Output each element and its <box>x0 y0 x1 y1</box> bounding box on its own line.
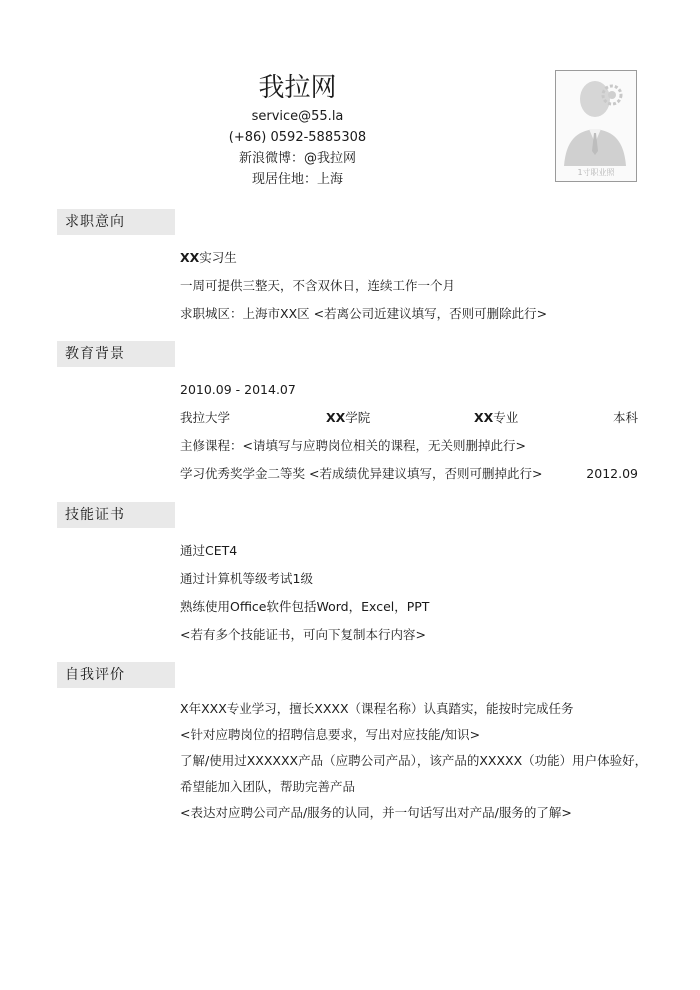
job-position <box>180 249 638 267</box>
section-education: 教育背景 <box>57 341 175 367</box>
degree: 本科 <box>612 410 638 425</box>
job-position-rest: 实习生 <box>199 250 237 265</box>
college-name <box>326 409 370 427</box>
section-skills: 技能证书 <box>57 502 175 528</box>
section-self-evaluation: 自我评价 <box>57 662 175 688</box>
job-position-bold: XX <box>180 250 200 265</box>
education-award-row <box>180 465 638 483</box>
major-name <box>474 409 518 427</box>
education-courses: 主修课程：<请填写与应聘岗位相关的课程，无关则删掉此行> <box>180 438 526 453</box>
job-availability: 一周可提供三整天，不含双休日，连续工作一个月 <box>180 278 456 293</box>
skill-item: 通过CET4 <box>180 543 238 558</box>
skill-item: 熟练使用Office软件包括Word，Excel，PPT <box>180 599 430 614</box>
college-bold: XX <box>326 410 346 425</box>
person-silhouette-icon <box>556 71 636 181</box>
self-eval-item: 了解/使用过XXXXXX产品（应聘公司产品），该产品的XXXXX（功能）用户体验好， <box>180 753 648 768</box>
self-eval-item: <表达对应聘公司产品/服务的认同，并一句话写出对产品/服务的了解> <box>180 805 572 820</box>
profile-photo <box>555 70 637 182</box>
job-city: 求职城区：上海市XX区 <若离公司近建议填写，否则可删除此行> <box>180 306 548 321</box>
self-eval-item: <针对应聘岗位的招聘信息要求，写出对应技能/知识> <box>180 727 481 742</box>
resume-header <box>0 70 610 190</box>
photo-caption: 1寸职业照 <box>577 168 615 177</box>
contact-weibo: 新浪微博：@我拉网 <box>238 151 356 166</box>
college-rest: 学院 <box>345 410 371 425</box>
self-eval-item: 希望能加入团队，帮助完善产品 <box>180 779 356 794</box>
university-name: 我拉大学 <box>180 410 231 425</box>
self-eval-item: X年XXX专业学习，擅长XXXX（课程名称）认真踏实，能按时完成任务 <box>180 701 574 716</box>
major-rest: 专业 <box>493 410 519 425</box>
contact-residence: 现居住地：上海 <box>251 172 343 187</box>
candidate-name: 我拉网 <box>258 73 337 103</box>
education-period: 2010.09 - 2014.07 <box>180 382 296 397</box>
contact-phone: (+86) 0592-5885308 <box>228 130 367 145</box>
skill-item: <若有多个技能证书，可向下复制本行内容> <box>180 627 426 642</box>
skill-item: 通过计算机等级考试1级 <box>180 571 313 586</box>
education-award: 学习优秀奖学金二等奖 <若成绩优异建议填写，否则可删掉此行> <box>180 466 543 481</box>
education-award-date: 2012.09 <box>586 466 638 481</box>
section-job-intention: 求职意向 <box>57 209 175 235</box>
contact-email: service@55.la <box>251 109 344 124</box>
major-bold: XX <box>474 410 494 425</box>
